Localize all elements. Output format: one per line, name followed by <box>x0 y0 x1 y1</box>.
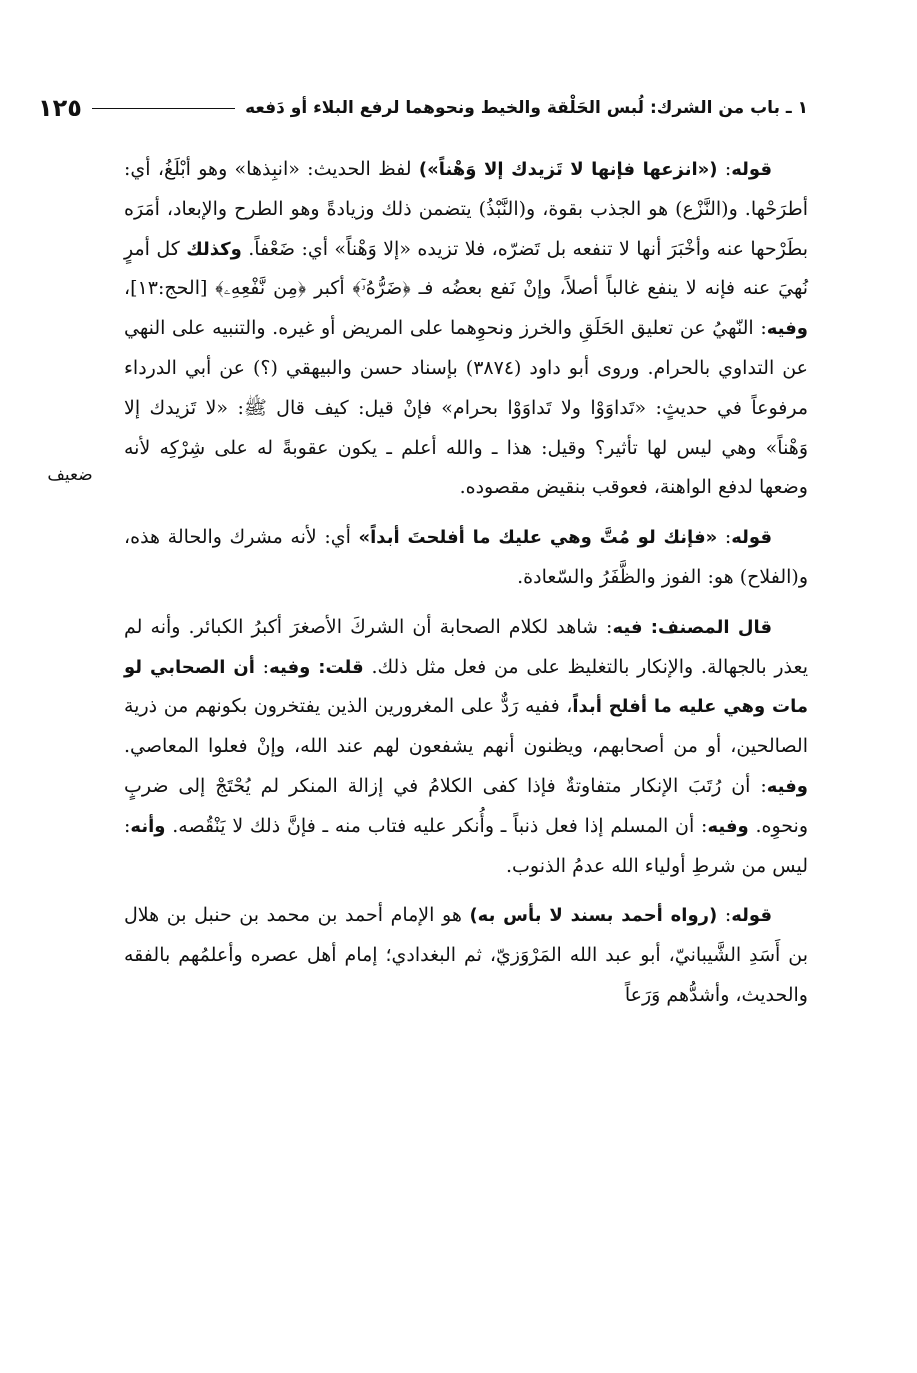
emphasis: وأنه <box>130 815 166 837</box>
lead-word: قوله <box>731 905 772 927</box>
paragraph <box>124 608 808 887</box>
text-run: : <box>717 526 732 549</box>
margin-grading-note: ضعيف <box>47 465 93 485</box>
paragraph <box>124 518 808 598</box>
running-header <box>38 88 808 128</box>
quoted-hadith: «فإنك لو مُتَّ وهي عليك ما أفلحتَ أبداً» <box>358 527 718 549</box>
emphasis: أن الصحابي لو مات وهي عليه ما أفلح أبداً <box>124 656 808 718</box>
text-run: لفظ الحديث: «انبِذها» وهو أبْلَغُ، أي: أطرَحْها. و(النَّزْع) هو الجذب بقوة، و(النَّبْذُ) يتضمن ذلك وزيادةً وهو الطرح والإبعاد، أمَرَه بطَرْحها عنه وأخْبَرَ أنها لا تنفعه بل تَضرّه، فلا تزيده «إلا وَهْناً» أي: ضَعْفاً. <box>124 158 808 260</box>
text-run: هو الإمام أحمد بن محمد بن حنبل بن هلال بن أَسَدِ الشَّيبانيّ، أبو عبد الله المَرْوَزيّ، ثم البغدادي؛ إمام أهل عصره وأعلمُهم بالفقه والحديث، وأشدُّهم وَرَعاً <box>124 904 808 1006</box>
text-run: : <box>254 655 270 678</box>
emphasis: قلت: وفيه <box>269 656 364 678</box>
text-run: : النّهيُ عن تعليق الحَلَقِ والخرز ونحوِهما على المريض أو غيره. والتنبيه على النهي عن التداوي بالحرام. وروى أبو داود (٣٨٧٤) بإسناد حسن والبيهقي (؟) عن أبي الدرداء مرفوعاً في حديثٍ: «تَداوَوْا ولا تَداوَوْا بحرام» فإنْ قيل: كيف قال ﷺ: «لا تَزيدك إلا وَهْناً» وهي ليس لها تأثير؟ وقيل: هذا ـ والله أعلم ـ يكون عقوبةً له على شِرْكِه لأنه وضعها لدفع الواهنة، فعوقب بنقيض مقصوده. <box>124 317 808 499</box>
header-rule <box>92 108 235 109</box>
lead-word: قال المصنف: فيه <box>612 616 772 638</box>
chapter-title: ١ ـ باب من الشرك: لُبس الحَلْقة والخيط ونحوهما لرفع البلاء أو دَفعه <box>245 98 808 118</box>
text-run: : <box>717 158 732 180</box>
text-run: : أن المسلم إذا فعل ذنباً ـ وأُنكر عليه فتاب منه ـ فإنَّ ذلك لا يَنْقُصه. <box>165 814 708 837</box>
text-run: : أن رُتَبَ الإنكار متفاوتةٌ فإذا كفى الكلامُ في إزالة المنكر لم يُحْتَجْ إلى ضربٍ ونحوِه. <box>124 774 808 837</box>
text-run: : <box>717 904 732 927</box>
page-number: ١٢٥ <box>38 94 82 122</box>
text-run: : ليس من شرطِ أولياء الله عدمُ الذنوب. <box>124 814 808 877</box>
emphasis: وفيه <box>707 815 749 837</box>
lead-word: قوله <box>731 527 772 549</box>
emphasis: وفيه <box>766 318 808 340</box>
paragraph <box>124 150 808 508</box>
text-run: : شاهد لكلام الصحابة أن الشركَ الأصغرَ أكبرُ الكبائر. وأنه لم يعذر بالجهالة. والإنكار بالتغليظ على من فعل مثل ذلك. <box>124 615 808 678</box>
paragraph <box>124 896 808 1015</box>
text-run: ، ففيه رَدٌّ على المغرورين الذين يفتخرون بكونهم من ذرية الصالحين، أو من أصحابهم، ويظنون أنهم يشفعون لهم عند الله، وإنْ فعلوا المعاصي. <box>124 695 808 758</box>
body-text <box>124 150 808 1026</box>
emphasis: وفيه <box>766 775 808 797</box>
lead-word: قوله <box>731 159 772 180</box>
text-run: أي: لأنه مشرك والحالة هذه، و(الفلاح) هو: الفوز والظَّفَرُ والسّعادة. <box>124 526 808 588</box>
quoted-hadith: («انزعها فإنها لا تَزيدك إلا وَهْناً») <box>418 159 718 180</box>
text-run: كل أمرٍ نُهيَ عنه فإنه لا ينفع غالباً أصلاً، وإنْ نَفع بعضُه فـ ﴿ضَرُّهُۥٓ﴾ أكبر ﴿مِن نَّفْعِهِۦ﴾ [الحج:١٣]، <box>124 237 808 300</box>
quoted-phrase: (رواه أحمد بسند لا بأس به) <box>469 905 718 927</box>
emphasis: وكذلك <box>186 238 242 260</box>
